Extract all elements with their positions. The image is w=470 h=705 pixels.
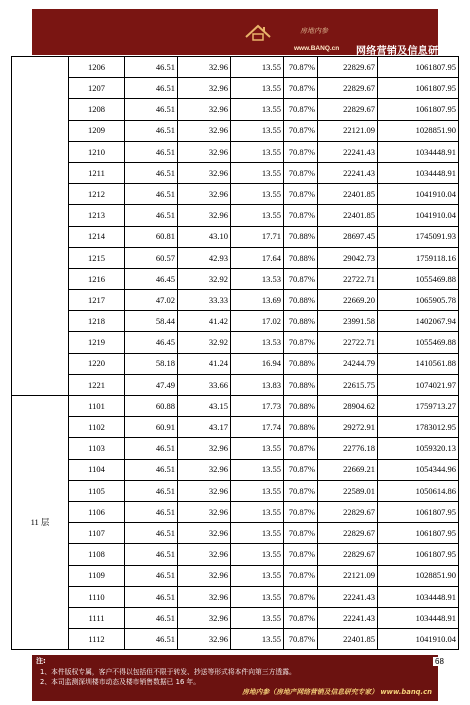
value-cell: 46.51 bbox=[125, 141, 178, 162]
value-cell: 46.51 bbox=[125, 586, 178, 607]
value-cell: 70.88% bbox=[284, 374, 318, 395]
floor-label: 11 层 bbox=[12, 396, 69, 650]
table-row bbox=[12, 396, 459, 417]
note-line-1: 1、本件版权专属，客户不得以包括但不限于转发、抄送等形式将本件向第三方透露。 bbox=[40, 668, 296, 676]
unit-number-cell: 1207 bbox=[69, 78, 125, 99]
value-cell: 70.87% bbox=[284, 332, 318, 353]
value-cell: 43.17 bbox=[178, 417, 231, 438]
value-cell: 1054344.96 bbox=[378, 459, 459, 480]
value-cell: 13.55 bbox=[231, 57, 284, 78]
table-row bbox=[12, 523, 459, 544]
value-cell: 70.87% bbox=[284, 99, 318, 120]
value-cell: 22829.67 bbox=[318, 544, 378, 565]
footer-bar bbox=[32, 655, 438, 701]
value-cell: 1034448.91 bbox=[378, 586, 459, 607]
value-cell: 41.42 bbox=[178, 311, 231, 332]
value-cell: 60.91 bbox=[125, 417, 178, 438]
value-cell: 58.44 bbox=[125, 311, 178, 332]
value-cell: 46.51 bbox=[125, 607, 178, 628]
value-cell: 22121.09 bbox=[318, 565, 378, 586]
value-cell: 70.88% bbox=[284, 247, 318, 268]
unit-number-cell: 1103 bbox=[69, 438, 125, 459]
value-cell: 22829.67 bbox=[318, 57, 378, 78]
value-cell: 32.96 bbox=[178, 438, 231, 459]
value-cell: 60.57 bbox=[125, 247, 178, 268]
value-cell: 1041910.04 bbox=[378, 629, 459, 650]
value-cell: 32.96 bbox=[178, 480, 231, 501]
unit-number-cell: 1220 bbox=[69, 353, 125, 374]
value-cell: 28697.45 bbox=[318, 226, 378, 247]
brand-name: 房地内参 bbox=[300, 28, 328, 35]
floor-label bbox=[12, 57, 69, 396]
table-row bbox=[12, 184, 459, 205]
value-cell: 70.87% bbox=[284, 523, 318, 544]
value-cell: 17.74 bbox=[231, 417, 284, 438]
value-cell: 1410561.88 bbox=[378, 353, 459, 374]
value-cell: 46.51 bbox=[125, 57, 178, 78]
unit-number-cell: 1111 bbox=[69, 607, 125, 628]
value-cell: 32.96 bbox=[178, 184, 231, 205]
value-cell: 22241.43 bbox=[318, 162, 378, 183]
value-cell: 1759713.27 bbox=[378, 396, 459, 417]
value-cell: 22615.75 bbox=[318, 374, 378, 395]
value-cell: 13.55 bbox=[231, 607, 284, 628]
unit-number-cell: 1216 bbox=[69, 268, 125, 289]
value-cell: 13.55 bbox=[231, 205, 284, 226]
value-cell: 43.15 bbox=[178, 396, 231, 417]
value-cell: 1050614.86 bbox=[378, 480, 459, 501]
value-cell: 1059320.13 bbox=[378, 438, 459, 459]
value-cell: 46.51 bbox=[125, 629, 178, 650]
value-cell: 22722.71 bbox=[318, 332, 378, 353]
value-cell: 46.51 bbox=[125, 480, 178, 501]
value-cell: 17.64 bbox=[231, 247, 284, 268]
unit-number-cell: 1104 bbox=[69, 459, 125, 480]
unit-number-cell: 1217 bbox=[69, 290, 125, 311]
value-cell: 1061807.95 bbox=[378, 523, 459, 544]
table-row bbox=[12, 480, 459, 501]
value-cell: 46.51 bbox=[125, 523, 178, 544]
table-row bbox=[12, 226, 459, 247]
value-cell: 13.55 bbox=[231, 184, 284, 205]
value-cell: 13.55 bbox=[231, 480, 284, 501]
value-cell: 22121.09 bbox=[318, 120, 378, 141]
value-cell: 28904.62 bbox=[318, 396, 378, 417]
value-cell: 70.87% bbox=[284, 205, 318, 226]
table-row bbox=[12, 374, 459, 395]
value-cell: 23991.58 bbox=[318, 311, 378, 332]
value-cell: 46.51 bbox=[125, 501, 178, 522]
value-cell: 1034448.91 bbox=[378, 607, 459, 628]
value-cell: 1055469.88 bbox=[378, 332, 459, 353]
unit-number-cell: 1218 bbox=[69, 311, 125, 332]
value-cell: 22241.43 bbox=[318, 141, 378, 162]
brand-url: www.BANQ.cn bbox=[294, 45, 340, 52]
value-cell: 32.96 bbox=[178, 586, 231, 607]
unit-number-cell: 1214 bbox=[69, 226, 125, 247]
header-banner bbox=[32, 9, 470, 57]
value-cell: 16.94 bbox=[231, 353, 284, 374]
value-cell: 29042.73 bbox=[318, 247, 378, 268]
value-cell: 1065905.78 bbox=[378, 290, 459, 311]
value-cell: 13.55 bbox=[231, 78, 284, 99]
value-cell: 32.96 bbox=[178, 205, 231, 226]
value-cell: 29272.91 bbox=[318, 417, 378, 438]
value-cell: 1402067.94 bbox=[378, 311, 459, 332]
value-cell: 22829.67 bbox=[318, 78, 378, 99]
value-cell: 42.93 bbox=[178, 247, 231, 268]
value-cell: 13.55 bbox=[231, 162, 284, 183]
value-cell: 1745091.93 bbox=[378, 226, 459, 247]
value-cell: 70.87% bbox=[284, 268, 318, 289]
note-title: 注: bbox=[36, 657, 46, 665]
value-cell: 46.45 bbox=[125, 268, 178, 289]
value-cell: 13.53 bbox=[231, 268, 284, 289]
value-cell: 1028851.90 bbox=[378, 565, 459, 586]
value-cell: 22241.43 bbox=[318, 607, 378, 628]
value-cell: 32.96 bbox=[178, 607, 231, 628]
value-cell: 43.10 bbox=[178, 226, 231, 247]
value-cell: 32.96 bbox=[178, 629, 231, 650]
value-cell: 70.87% bbox=[284, 162, 318, 183]
value-cell: 46.51 bbox=[125, 565, 178, 586]
value-cell: 70.87% bbox=[284, 607, 318, 628]
table-row bbox=[12, 586, 459, 607]
value-cell: 46.51 bbox=[125, 205, 178, 226]
value-cell: 33.66 bbox=[178, 374, 231, 395]
table-row bbox=[12, 607, 459, 628]
value-cell: 46.51 bbox=[125, 120, 178, 141]
value-cell: 32.96 bbox=[178, 78, 231, 99]
value-cell: 70.88% bbox=[284, 396, 318, 417]
value-cell: 1061807.95 bbox=[378, 78, 459, 99]
value-cell: 1759118.16 bbox=[378, 247, 459, 268]
value-cell: 70.87% bbox=[284, 501, 318, 522]
unit-number-cell: 1208 bbox=[69, 99, 125, 120]
unit-number-cell: 1105 bbox=[69, 480, 125, 501]
value-cell: 13.83 bbox=[231, 374, 284, 395]
value-cell: 13.55 bbox=[231, 141, 284, 162]
value-cell: 1034448.91 bbox=[378, 162, 459, 183]
table-row bbox=[12, 162, 459, 183]
table-row bbox=[12, 290, 459, 311]
page-number: 68 bbox=[435, 657, 444, 666]
value-cell: 32.96 bbox=[178, 99, 231, 120]
value-cell: 70.88% bbox=[284, 226, 318, 247]
value-cell: 70.88% bbox=[284, 290, 318, 311]
value-cell: 32.96 bbox=[178, 162, 231, 183]
value-cell: 13.55 bbox=[231, 438, 284, 459]
unit-number-cell: 1210 bbox=[69, 141, 125, 162]
unit-number-cell: 1112 bbox=[69, 629, 125, 650]
unit-number-cell: 1108 bbox=[69, 544, 125, 565]
value-cell: 13.55 bbox=[231, 99, 284, 120]
unit-number-cell: 1102 bbox=[69, 417, 125, 438]
value-cell: 70.87% bbox=[284, 586, 318, 607]
value-cell: 32.96 bbox=[178, 459, 231, 480]
value-cell: 46.45 bbox=[125, 332, 178, 353]
value-cell: 1055469.88 bbox=[378, 268, 459, 289]
value-cell: 13.55 bbox=[231, 120, 284, 141]
unit-number-cell: 1212 bbox=[69, 184, 125, 205]
brand-slogan: 网络营销及信息研究专家 bbox=[356, 46, 470, 57]
value-cell: 70.87% bbox=[284, 184, 318, 205]
value-cell: 22829.67 bbox=[318, 99, 378, 120]
unit-number-cell: 1221 bbox=[69, 374, 125, 395]
table-row bbox=[12, 629, 459, 650]
value-cell: 1061807.95 bbox=[378, 57, 459, 78]
value-cell: 46.51 bbox=[125, 544, 178, 565]
table-row bbox=[12, 565, 459, 586]
value-cell: 47.02 bbox=[125, 290, 178, 311]
unit-number-cell: 1110 bbox=[69, 586, 125, 607]
value-cell: 13.55 bbox=[231, 501, 284, 522]
unit-number-cell: 1107 bbox=[69, 523, 125, 544]
value-cell: 13.55 bbox=[231, 544, 284, 565]
value-cell: 70.88% bbox=[284, 311, 318, 332]
value-cell: 22776.18 bbox=[318, 438, 378, 459]
table-row bbox=[12, 247, 459, 268]
value-cell: 70.87% bbox=[284, 78, 318, 99]
value-cell: 1028851.90 bbox=[378, 120, 459, 141]
value-cell: 32.96 bbox=[178, 523, 231, 544]
value-cell: 46.51 bbox=[125, 99, 178, 120]
unit-number-cell: 1213 bbox=[69, 205, 125, 226]
value-cell: 70.88% bbox=[284, 353, 318, 374]
unit-number-cell: 1109 bbox=[69, 565, 125, 586]
value-cell: 32.96 bbox=[178, 141, 231, 162]
value-cell: 13.69 bbox=[231, 290, 284, 311]
value-cell: 32.96 bbox=[178, 57, 231, 78]
table-row bbox=[12, 311, 459, 332]
unit-number-cell: 1211 bbox=[69, 162, 125, 183]
house-logo-icon bbox=[244, 23, 304, 41]
value-cell: 22829.67 bbox=[318, 523, 378, 544]
unit-number-cell: 1206 bbox=[69, 57, 125, 78]
value-cell: 32.96 bbox=[178, 544, 231, 565]
value-cell: 22722.71 bbox=[318, 268, 378, 289]
value-cell: 13.55 bbox=[231, 565, 284, 586]
value-cell: 46.51 bbox=[125, 78, 178, 99]
value-cell: 60.81 bbox=[125, 226, 178, 247]
value-cell: 46.51 bbox=[125, 184, 178, 205]
table-row bbox=[12, 120, 459, 141]
value-cell: 24244.79 bbox=[318, 353, 378, 374]
value-cell: 32.96 bbox=[178, 120, 231, 141]
value-cell: 70.87% bbox=[284, 438, 318, 459]
value-cell: 46.51 bbox=[125, 162, 178, 183]
unit-number-cell: 1215 bbox=[69, 247, 125, 268]
table-row bbox=[12, 501, 459, 522]
value-cell: 13.53 bbox=[231, 332, 284, 353]
table-row bbox=[12, 268, 459, 289]
value-cell: 32.96 bbox=[178, 501, 231, 522]
value-cell: 22401.85 bbox=[318, 205, 378, 226]
value-cell: 13.55 bbox=[231, 523, 284, 544]
value-cell: 46.51 bbox=[125, 459, 178, 480]
table-row bbox=[12, 459, 459, 480]
value-cell: 1074021.97 bbox=[378, 374, 459, 395]
value-cell: 13.55 bbox=[231, 586, 284, 607]
value-cell: 1783012.95 bbox=[378, 417, 459, 438]
value-cell: 70.87% bbox=[284, 57, 318, 78]
note-line-2: 2、本司监测深圳楼市动态及楼市销售数据已 16 年。 bbox=[40, 678, 201, 686]
table-row bbox=[12, 141, 459, 162]
table-row bbox=[12, 205, 459, 226]
footer-brand-line: 房地内参（房地产网络营销及信息研究专家） www.banq.cn bbox=[242, 688, 432, 696]
table-body bbox=[12, 57, 459, 650]
value-cell: 70.87% bbox=[284, 141, 318, 162]
unit-number-cell: 1101 bbox=[69, 396, 125, 417]
value-cell: 70.87% bbox=[284, 459, 318, 480]
value-cell: 41.24 bbox=[178, 353, 231, 374]
value-cell: 70.87% bbox=[284, 544, 318, 565]
value-cell: 1061807.95 bbox=[378, 544, 459, 565]
value-cell: 1061807.95 bbox=[378, 501, 459, 522]
value-cell: 70.87% bbox=[284, 120, 318, 141]
value-cell: 17.73 bbox=[231, 396, 284, 417]
value-cell: 22589.01 bbox=[318, 480, 378, 501]
table-row bbox=[12, 78, 459, 99]
value-cell: 60.88 bbox=[125, 396, 178, 417]
value-cell: 22401.85 bbox=[318, 184, 378, 205]
value-cell: 70.88% bbox=[284, 417, 318, 438]
unit-number-cell: 1209 bbox=[69, 120, 125, 141]
value-cell: 22401.85 bbox=[318, 629, 378, 650]
table-row bbox=[12, 353, 459, 374]
value-cell: 32.92 bbox=[178, 332, 231, 353]
table-row bbox=[12, 99, 459, 120]
value-cell: 22241.43 bbox=[318, 586, 378, 607]
table-row bbox=[12, 332, 459, 353]
value-cell: 22669.21 bbox=[318, 459, 378, 480]
value-cell: 1041910.04 bbox=[378, 184, 459, 205]
value-cell: 70.87% bbox=[284, 480, 318, 501]
value-cell: 1041910.04 bbox=[378, 205, 459, 226]
table-row bbox=[12, 57, 459, 78]
unit-number-cell: 1106 bbox=[69, 501, 125, 522]
value-cell: 32.96 bbox=[178, 565, 231, 586]
value-cell: 58.18 bbox=[125, 353, 178, 374]
value-cell: 32.92 bbox=[178, 268, 231, 289]
value-cell: 1061807.95 bbox=[378, 99, 459, 120]
value-cell: 70.87% bbox=[284, 565, 318, 586]
sales-table bbox=[11, 56, 459, 650]
table-row bbox=[12, 438, 459, 459]
value-cell: 47.49 bbox=[125, 374, 178, 395]
value-cell: 46.51 bbox=[125, 438, 178, 459]
table-row bbox=[12, 417, 459, 438]
value-cell: 17.02 bbox=[231, 311, 284, 332]
value-cell: 70.87% bbox=[284, 629, 318, 650]
value-cell: 17.71 bbox=[231, 226, 284, 247]
value-cell: 33.33 bbox=[178, 290, 231, 311]
value-cell: 22669.20 bbox=[318, 290, 378, 311]
unit-number-cell: 1219 bbox=[69, 332, 125, 353]
value-cell: 22829.67 bbox=[318, 501, 378, 522]
value-cell: 13.55 bbox=[231, 629, 284, 650]
value-cell: 13.55 bbox=[231, 459, 284, 480]
table-row bbox=[12, 544, 459, 565]
value-cell: 1034448.91 bbox=[378, 141, 459, 162]
